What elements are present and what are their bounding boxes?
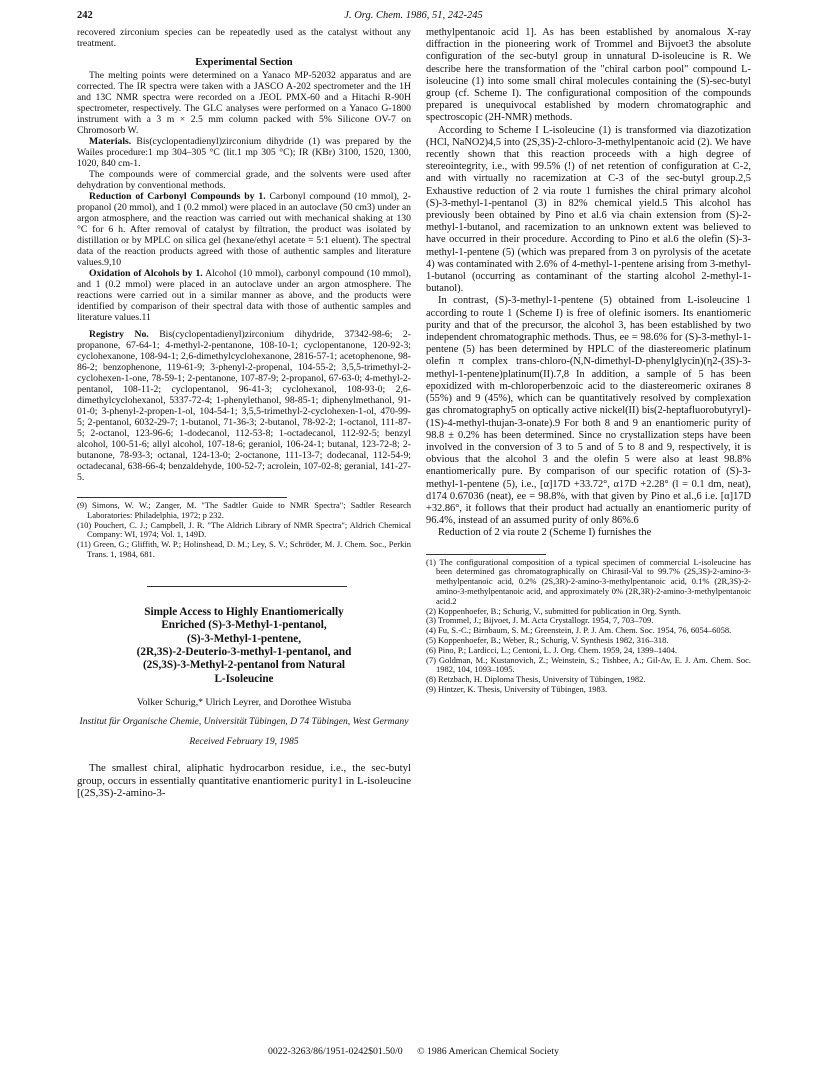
footnote: (9) Simons, W. W.; Zanger, M. "The Sadtler Guide to NMR Spectra"; Sadtler Research Laboratories: Philadelphia, 1972; p 232. xyxy=(77,500,411,520)
journal-citation: J. Org. Chem. 1986, 51, 242-245 xyxy=(344,10,483,21)
received-date: Received February 19, 1985 xyxy=(189,736,299,748)
article-title xyxy=(77,606,411,686)
body-paragraph: According to Scheme I L-isoleucine (1) is transformed via diazotization (HCl, NaNO2)4,5 into (2S,3S)-2-chloro-3-methylpentanoic acid (2). We have recently shown that this reaction proceeds with a high degree of stereointegrity, i.e., with 99.5% (!) of net retention of configuration at C-2, and with virtually no racemization at C-3 of the sec-butyl group.2,5 Exhaustive reduction of 2 via route 1 furnishes the chiral primary alcohol (S)-3-methyl-1-pentanol (3) in 82% chemical yield.5 This alcohol has previously been obtained by Pino et al.6 via chain extension from (S)-2-methyl-1-butanol, and racemization to an unknown extent was believed to have occurred in their procedure. According to Pino et al.6 the olefin (S)-3-methyl-1-pentene (5) (which was prepared from 3 on pyrolysis of the acetate 4) was contaminated with 2.6% of 4-methyl-1-pentene arising from 3-methyl-1-butanol (occurring as contaminant of the starting alcohol 2-methyl-1-butanol). xyxy=(426,124,751,295)
paragraph-text: Bis(cyclopentadienyl)zirconium dihydride (1) was prepared by the Wailes procedure:1 mp 304–305 °C (lit.1 mp 305 °C); IR (KBr) 3100, 1520, 1300, 1020, 840 cm-1. xyxy=(77,136,412,169)
body-paragraph: methylpentanoic acid 1]. As has been established by anomalous X-ray diffraction in the pioneering work of Trommel and Bijvoet3 the absolute configuration of the sec-butyl group in unnatural D-isoleucine is R. We describe here the transformation of the "chiral carbon pool" compound L-isoleucine (1) into some small chiral molecules containing the (S)-sec-butyl group (cf. Scheme I). The configurational composition of the compounds prepared is unequivocal established by modern chromatographic and spectroscopic (2H-NMR) methods. xyxy=(426,27,751,124)
article-code: 0022-3263/86/1951-0242$01.50/0 xyxy=(267,1046,403,1057)
footnote-rule xyxy=(426,554,546,555)
registry-paragraph xyxy=(77,329,411,483)
compounds-paragraph: The compounds were of commercial grade, and the solvents were used after dehydration by conventional methods. xyxy=(77,169,411,191)
materials-paragraph xyxy=(77,136,411,169)
footnote: (1) The configurational composition of a typical specimen of commercial L-isoleucine has been determined gas chromatographically on Chirasil-Val to 99.7% (2S,3S)-2-amino-3-methylpentanoic acid, 0.2% (2S,3R)-2-amino-3-methylpentanoic acid, 0.1% (2R,3S)-2-amino-3-methylpentanoic acid, and approximately 0% (2R,3R)-2-amino-3-methylpentanoic acid.2 xyxy=(426,556,751,606)
copyright: © 1986 American Chemical Society xyxy=(417,1046,559,1057)
paragraph-text: Alcohol (10 mmol), carbonyl compound (10 mmol), and 1 (0.2 mmol) were placed in an autoclave under an argon atmosphere. The reactions were carried out in a similar manner as above, and the products were identified by comparison of their spectral data with those of authentic samples and literature values.11 xyxy=(77,268,411,323)
previous-article-ending: recovered zirconium species can be repeatedly used as the catalyst without any treatment. xyxy=(77,27,411,49)
run-in-head: Reduction of Carbonyl Compounds by 1. xyxy=(89,191,266,202)
title-line: Simple Access to Highly Enantiomerically xyxy=(144,605,344,618)
paragraph-text: Carbonyl compound (10 mmol), 2-propanol (20 mmol), and 1 (0.2 mmol) were placed in an autoclave (50 cm3) under an argon atmosphere, and the reaction was carried out with mechanical shaking at 130 °C for 6 h. After removal of catalyst by filtration, the product was isolated by distillation or by MPLC on silica gel (hexane/ethyl acetate = 5:1 eluent). The spectral data of the reaction products agreed with those of authentic samples and literature values.9,10 xyxy=(77,191,411,268)
body-paragraph: Reduction of 2 via route 2 (Scheme I) furnishes the xyxy=(438,527,652,539)
run-in-head: Oxidation of Alcohols by 1. xyxy=(89,268,203,279)
title-line: (2S,3S)-3-Methyl-2-pentanol from Natural xyxy=(142,659,346,672)
running-header xyxy=(77,10,750,26)
footnotes-left xyxy=(77,501,411,560)
footnote: (10) Pouchert, C. J.; Campbell, J. R. "The Aldrich Library of NMR Spectra"; Aldrich Chemical Company: WI, 1974; Vol. 1, 149D. xyxy=(77,519,411,540)
footnote-rule xyxy=(77,497,287,498)
page-footer xyxy=(77,1046,750,1057)
footnotes-right xyxy=(426,558,751,695)
title-line: (S)-3-Methyl-1-pentene, xyxy=(186,632,302,645)
run-in-head: Materials. xyxy=(89,136,132,147)
footnote: (5) Koppenhoefer, B.; Weber, R.; Schurig, V. Synthesis 1982, 316–318. xyxy=(426,634,669,645)
footnote: (9) Hintzer, K. Thesis, University of Tübingen, 1983. xyxy=(426,683,608,694)
right-column xyxy=(426,27,751,695)
paragraph-text: Bis(cyclopentadienyl)zirconium dihydride, 37342-98-6; 2-propanone, 67-64-1; 4-methyl-2-pentanone, 108-10-1; cyclopentanone, 120-92-3; cyclohexanone, 108-94-1; 2,6-dimethylcyclohexanone, 2816-57-1; acetophenone, 98-86-2; benzophenone, 119-61-9; 3-phenyl-2-propenal, 104-55-2; 3,5,5-trimethyl-2-cyclohexen-1-one, 78-59-1; 2-pentanone, 107-87-9; 2-propanol, 67-63-0; 4-methyl-2-pentanol, 108-11-2; cyclopentanol, 96-41-3; cyclohexanol, 108-93-0; 2,6-dimethylcyclohexanol, 5337-72-4; 1-phenylethanol, 98-85-1; diphenylmethanol, 91-01-0; 3-phenyl-2-propen-1-ol, 104-54-1; 3,5,5-trimethyl-2-cyclohexen-1-ol, 470-99-5; 2-pentanol, 6032-29-7; 1-butanol, 71-36-3; 2-butanol, 78-92-2; 1-octanol, 111-87-5; 2-octanol, 123-96-6; 1-dodecanol, 112-53-8; 1-octadecanol, 112-92-5; benzyl alcohol, 100-51-6; allyl alcohol, 107-18-6; geraniol, 106-24-1; butanal, 123-72-8; 2-butanone, 78-93-3; octanal, 124-13-0; 2-octanone, 111-13-7; dodecanal, 112-54-9; octadecanal, 638-66-4; benzaldehyde, 100-52-7; acrolein, 107-02-8; geranial, 141-27-5. xyxy=(77,329,411,483)
authors: Volker Schurig,* Ulrich Leyrer, and Dorothee Wistuba xyxy=(136,697,352,709)
footnote: (11) Green, G.; Gliffith, W. P.; Holinshead, D. M.; Ley, S. V.; Schröder, M. J. Chem. Soc., Perkin Trans. 1, 1984, 681. xyxy=(77,539,411,559)
footnote: (3) Trommel, J.; Bijvoet, J. M. Acta Crystallogr. 1954, 7, 703–709. xyxy=(426,615,654,626)
intro-paragraph: The smallest chiral, aliphatic hydrocarbon residue, i.e., the sec-butyl group, occurs in essentially quantitative enantiomeric purity1 in L-isoleucine [(2S,3S)-2-amino-3- xyxy=(77,762,411,800)
institution: Institut für Organische Chemie, Universität Tübingen, D 74 Tübingen, West Germany xyxy=(79,716,409,728)
footnote: (6) Pino, P.; Lardicci, L.; Centoni, L. J. Org. Chem. 1959, 24, 1399–1404. xyxy=(426,644,678,655)
left-column xyxy=(77,27,411,800)
title-line: (2R,3S)-2-Deuterio-3-methyl-1-pentanol, and xyxy=(136,646,352,658)
section-heading: Experimental Section xyxy=(195,57,293,68)
title-line: Enriched (S)-3-Methyl-1-pentanol, xyxy=(161,619,327,632)
footnote: (8) Retzbach, H. Diploma Thesis, University of Tübingen, 1982. xyxy=(426,674,646,685)
general-methods-paragraph: The melting points were determined on a Yanaco MP-52032 apparatus and are corrected. The IR spectra were taken with a JASCO A-202 spectrometer and the 1H and 13C NMR spectra were recorded on a JEOL PMX-60 and a Hitachi R-90H spectrometer, respectively. The GLC analyses were performed on a Yanaco G-1800 instrument with a 3 m × 2.5 mm column packed with 5% Silicone OV-7 on Chromosorb W. xyxy=(77,70,411,136)
title-line: L-Isoleucine xyxy=(214,672,274,685)
body-paragraph: In contrast, (S)-3-methyl-1-pentene (5) obtained from L-isoleucine 1 according to route 1 (Scheme I) is free of olefinic isomers. Its enantiomeric purity and that of the precursor, the alcohol 3, has been established by two independent chromatographic methods. Thus, ee = 98.6% for (S)-3-methyl-1-pentene (5) has been determined by HPLC of the diastereomeric platinum olefin π complex trans-chloro-(N,N-dimethyl-D-phenylglycin)(η2-(3S)-3-methyl-1-pentene)platinum(II).7,8 In addition, a sample of 5 has been epoxidized with m-chloroperbenzoic acid to the diastereomeric oxiranes 8 (55%) and 9 (45%), which can be quantitatively resolved by complexation gas chromatography5 on optically active nickel(II) bis(2-heptafluorobutyryl)-(1S)-4-methyl-thujan-3-onate).9 For both 8 and 9 an enantiomeric purity of 98.8 ± 0.2% has been determined. Since no crystallization steps have been involved in the conversion of 3 to 5 and of 5 to 8 and 9, respectively, it is obvious that the alcohol 3 and the olefin 5 were also at least 98.8% enantiomerically pure. By comparison of our specific rotation of (S)-3-methyl-1-pentene (5), i.e., [α]17D +33.72°, α17D +2.28° (l = 0.1 dm, neat), d174 0.67036 (neat), ee = 98.8%, with that given by Pino et al.,6 i.e. [α]17D +32.86°, it follows that their product had actually an enantiomeric purity of 96.4%, instead of an assumed purity of only 86%.6 xyxy=(426,295,751,527)
footnote: (7) Goldman, M.; Kustanovich, Z.; Weinstein, S.; Tishbee, A.; Gil-Av, E. J. Am. Chem. Soc. 1982, 104, 1093–1095. xyxy=(426,654,751,675)
reduction-paragraph xyxy=(77,191,411,268)
footnote: (4) Fu, S.-C.; Birnbaum, S. M.; Greenstein, J. P. J. Am. Chem. Soc. 1954, 76, 6054–6058. xyxy=(426,625,732,636)
footnote: (2) Koppenhoefer, B.; Schurig, V., submitted for publication in Org. Synth. xyxy=(426,605,681,616)
run-in-head: Registry No. xyxy=(89,329,149,340)
page-number: 242 xyxy=(77,10,93,21)
article-separator xyxy=(147,586,347,587)
oxidation-paragraph xyxy=(77,268,411,323)
